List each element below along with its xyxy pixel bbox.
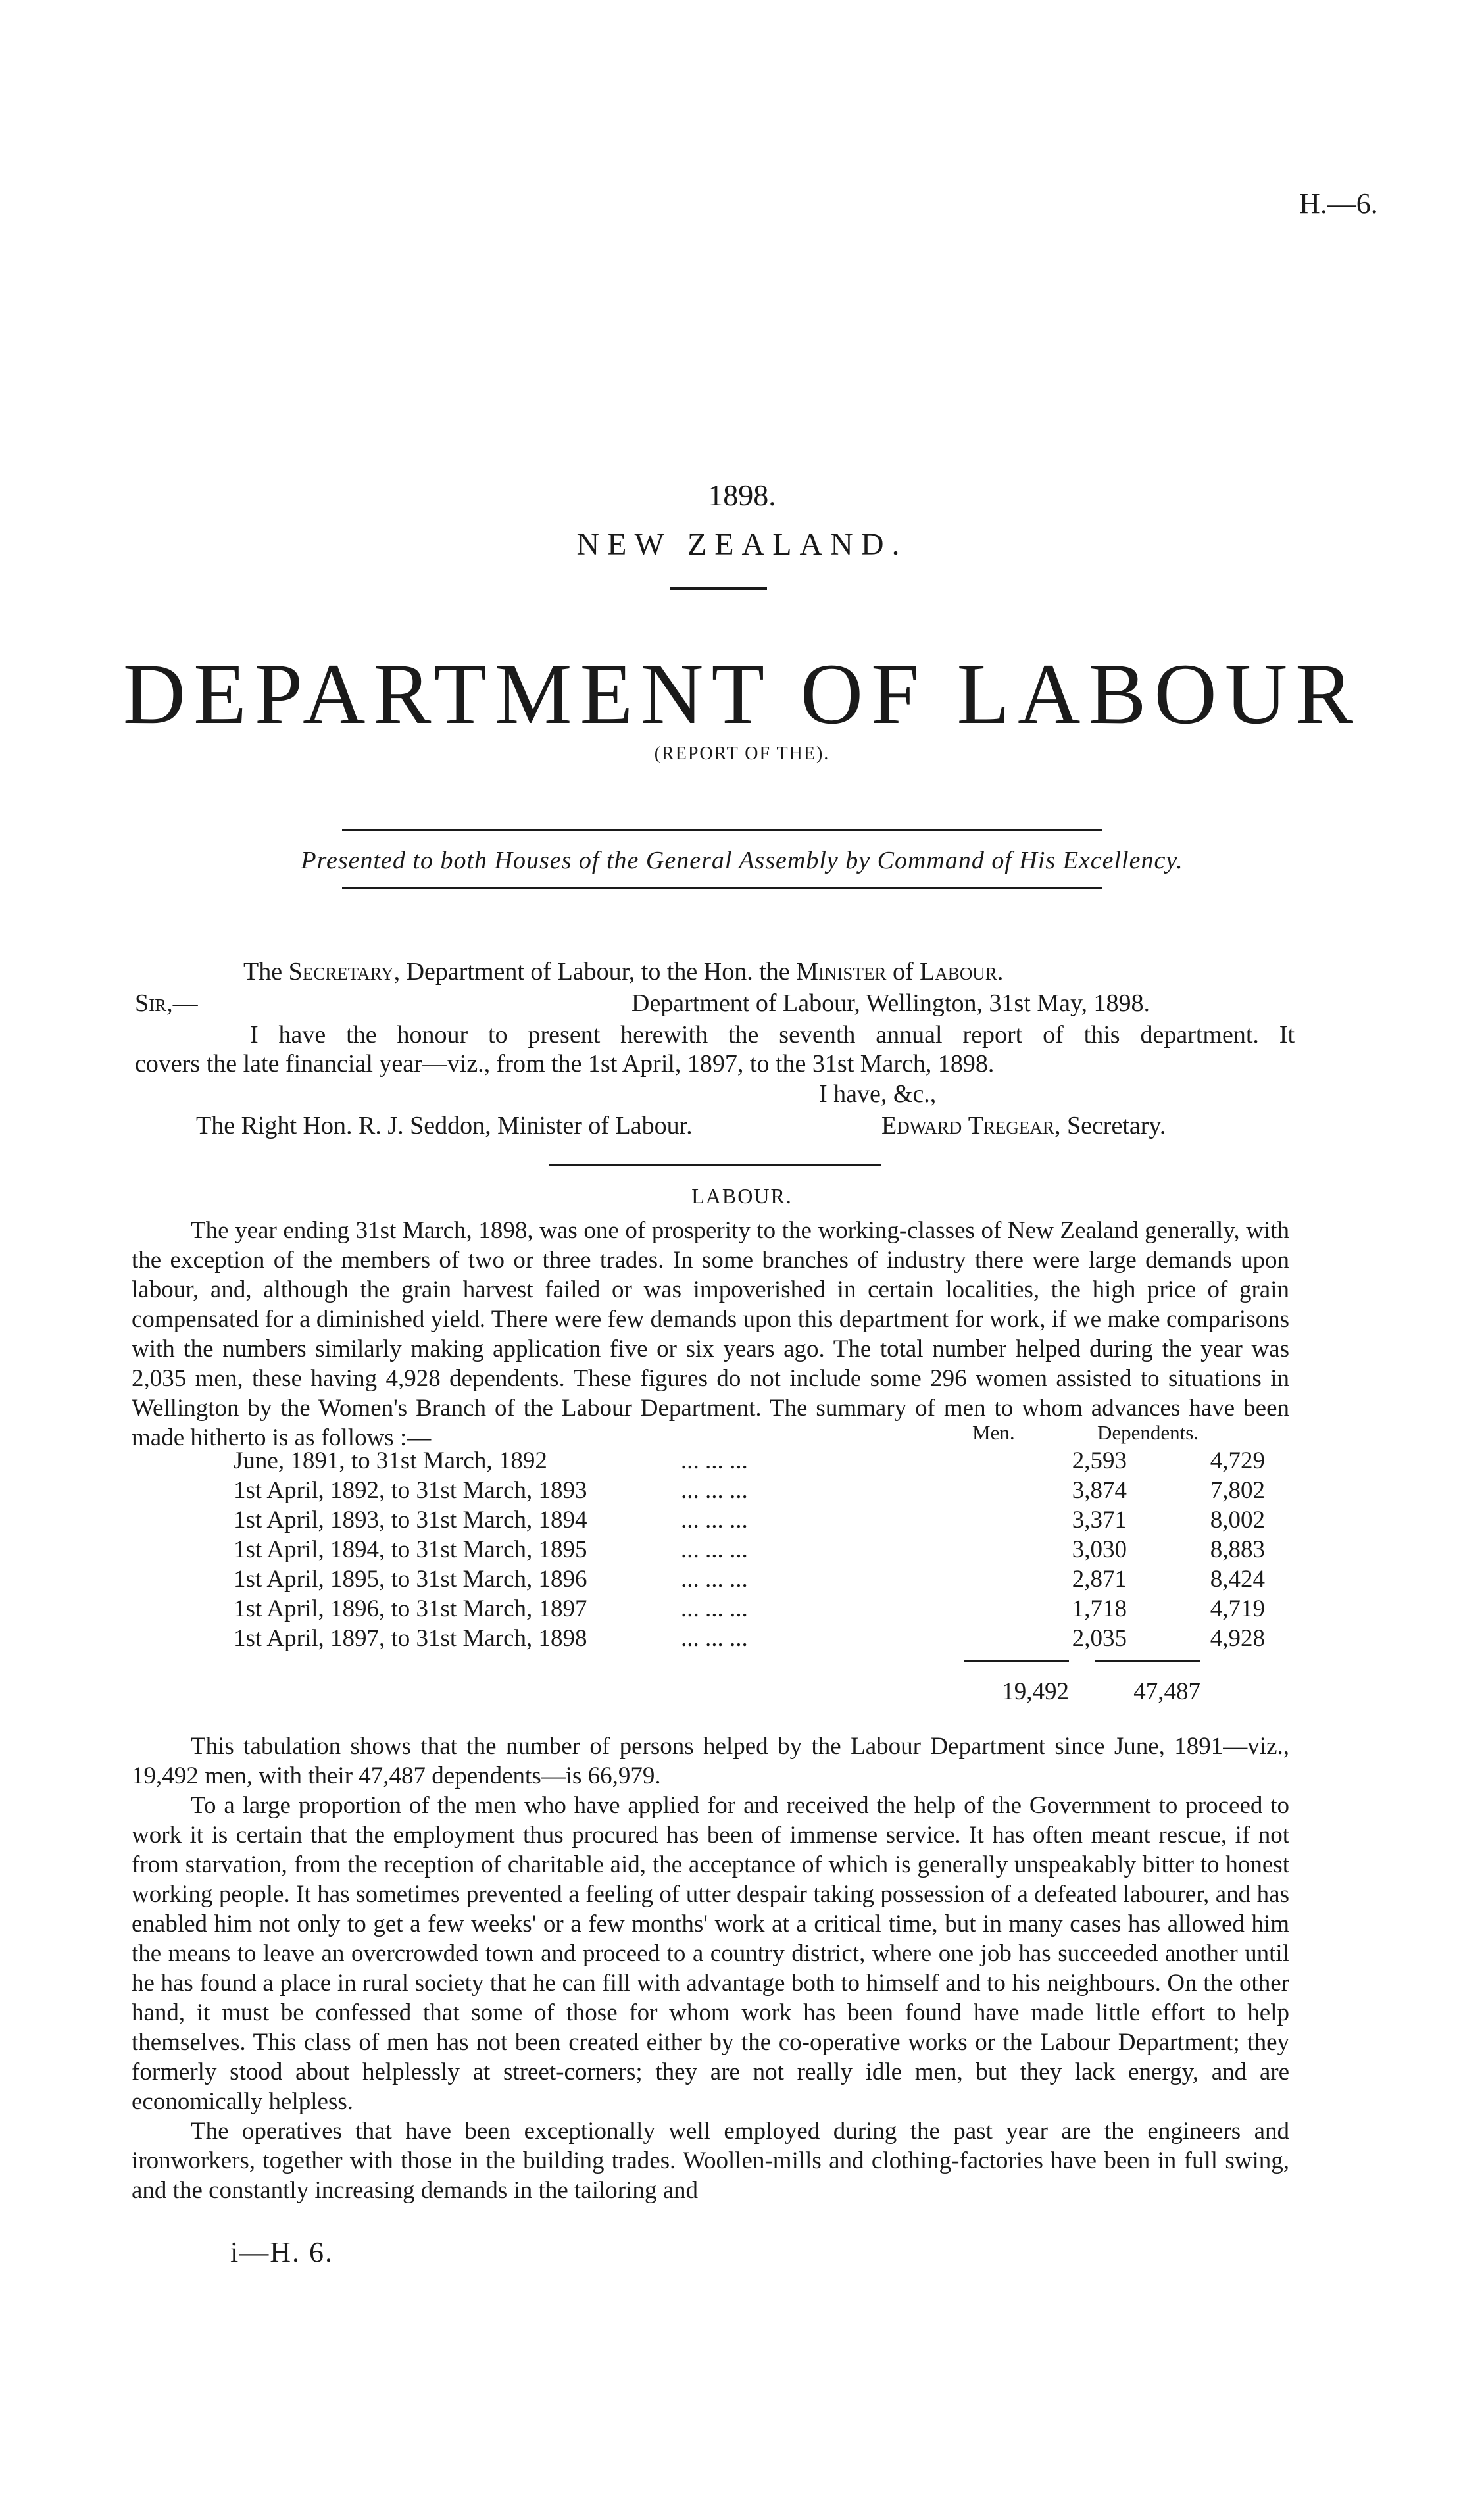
total-rule-dependents	[1095, 1660, 1200, 1662]
address-to-a: Minister	[796, 958, 887, 985]
leader-dots: ... ... ...	[681, 1566, 748, 1593]
period-cell: 1st April, 1897, to 31st March, 1898	[234, 1625, 587, 1652]
men-cell: 2,035	[1072, 1625, 1127, 1652]
dependents-cell: 8,424	[1210, 1566, 1265, 1593]
table-row	[234, 1446, 1265, 1476]
dependents-cell: 7,802	[1210, 1477, 1265, 1504]
paragraph-1	[132, 1216, 1289, 1453]
men-cell: 2,593	[1072, 1447, 1127, 1474]
paragraph-4: The operatives that have been exceptionally well employed during the past year are the engineers and ironworkers, together with those in the building trades. Woollen-mills and clothing-factories have been in full swing, and the constantly increasing demands in the tailoring and	[132, 2118, 1289, 2204]
body-continuation	[132, 1732, 1289, 2205]
presented-rule-bottom	[342, 887, 1102, 889]
letter-divider	[549, 1164, 881, 1166]
men-cell: 3,371	[1072, 1507, 1127, 1534]
summary-table	[234, 1446, 1265, 1653]
period-cell: 1st April, 1896, to 31st March, 1897	[234, 1595, 587, 1622]
paragraph-2: This tabulation shows that the number of persons helped by the Labour Department since June, 1891—viz., 19,492 men, with their 47,487 dependents—is 66,979.	[132, 1733, 1289, 1789]
letter-address-line	[243, 957, 1003, 986]
leader-dots: ... ... ...	[681, 1477, 748, 1504]
dependents-cell: 8,883	[1210, 1536, 1265, 1563]
address-end: .	[997, 958, 1004, 985]
table-row	[234, 1624, 1265, 1653]
title-divider	[670, 587, 767, 590]
address-from: Secretary	[288, 958, 394, 985]
section-heading: LABOUR.	[691, 1184, 793, 1208]
address-the: The	[243, 958, 283, 985]
letter-signatory	[881, 1111, 1166, 1140]
address-of: of	[892, 958, 914, 985]
presented-rule-top	[342, 829, 1102, 831]
leader-dots: ... ... ...	[681, 1625, 748, 1652]
signature-mark: i—H. 6.	[230, 2236, 334, 2268]
leader-dots: ... ... ...	[681, 1447, 748, 1474]
letter-recipient: The Right Hon. R. J. Seddon, Minister of Labour.	[196, 1112, 693, 1139]
signatory-title: , Secretary.	[1054, 1112, 1166, 1139]
period-cell: 1st April, 1893, to 31st March, 1894	[234, 1507, 587, 1534]
address-middle: , Department of Labour, to the Hon. the	[393, 958, 790, 985]
table-row	[234, 1505, 1265, 1535]
report-year: 1898.	[708, 478, 776, 512]
period-cell: June, 1891, to 31st March, 1892	[234, 1447, 547, 1474]
men-cell: 1,718	[1072, 1595, 1127, 1622]
table-row	[234, 1564, 1265, 1594]
paragraph-1-text: The year ending 31st March, 1898, was one of prosperity to the working-classes of New Zealand generally, with the exception of the members of two or three trades. In some branches of industry there were large demands upon labour, and, although the grain harvest failed or was impoverished in certain localities, the high price of grain compensated for a diminished yield. There were few demands upon this department for work, if we make comparisons with the numbers similarly making application five or six years ago. The total number helped during the year was 2,035 men, these having 4,928 dependents. These figures do not include some 296 women assisted to situations in Wellington by the Women's Branch of the Labour Department. The summary of men to whom advances have been made hitherto is as follows :—	[132, 1217, 1289, 1451]
column-men-heading: Men.	[972, 1421, 1015, 1444]
total-dependents: 47,487	[1133, 1678, 1200, 1705]
leader-dots: ... ... ...	[681, 1536, 748, 1563]
signatory-last: Tregear	[968, 1112, 1054, 1139]
table-row	[234, 1594, 1265, 1624]
leader-dots: ... ... ...	[681, 1595, 748, 1622]
total-rule-men	[964, 1660, 1069, 1662]
period-cell: 1st April, 1894, to 31st March, 1895	[234, 1536, 587, 1563]
dependents-cell: 4,729	[1210, 1447, 1265, 1474]
dependents-cell: 4,928	[1210, 1625, 1265, 1652]
dependents-cell: 4,719	[1210, 1595, 1265, 1622]
dependents-cell: 8,002	[1210, 1507, 1265, 1534]
men-cell: 2,871	[1072, 1566, 1127, 1593]
table-row	[234, 1476, 1265, 1505]
country-heading: NEW ZEALAND.	[576, 527, 908, 562]
page-reference: H.—6.	[1299, 187, 1378, 220]
period-cell: 1st April, 1892, to 31st March, 1893	[234, 1477, 587, 1504]
men-cell: 3,874	[1072, 1477, 1127, 1504]
address-to-b: Labour	[920, 958, 997, 985]
letter-place-date: Department of Labour, Wellington, 31st May, 1898.	[631, 989, 1150, 1017]
salutation: Sir,—	[135, 989, 198, 1017]
men-cell: 3,030	[1072, 1536, 1127, 1563]
total-men: 19,492	[1002, 1678, 1069, 1705]
presented-line: Presented to both Houses of the General Assembly by Command of His Excellency.	[301, 847, 1183, 874]
signatory-first: Edward	[881, 1112, 962, 1139]
period-cell: 1st April, 1895, to 31st March, 1896	[234, 1566, 587, 1593]
leader-dots: ... ... ...	[681, 1507, 748, 1534]
column-dependents-heading: Dependents.	[1097, 1421, 1199, 1444]
letter-closing: I have, &c.,	[819, 1080, 937, 1108]
letter-body-line-1: I have the honour to present herewith the seventh annual report of this department. It	[250, 1021, 1295, 1049]
page-subtitle: (REPORT OF THE).	[654, 743, 830, 764]
paragraph-3: To a large proportion of the men who have applied for and received the help of the Government to proceed to work it is certain that the employment thus procured has been of immense service. It has often meant rescue, if not from starvation, from the reception of charitable aid, the acceptance of which is generally unspeakably bitter to honest working people. It has sometimes prevented a feeling of utter despair taking possession of a defeated labourer, and has enabled him not only to get a few weeks' or a few months' work at a critical time, but in many cases has allowed him the means to leave an overcrowded town and proceed to a country district, where one job has succeeded another until he has found a place in rural society that he can fill with advantage both to himself and to his neighbours. On the other hand, it must be confessed that some of those for whom work has been found have made little effort to help themselves. This class of men has not been created either by the co-operative works or the Labour Department; they formerly stood about helplessly at street-corners; they are not really idle men, but they lack energy, and are economically helpless.	[132, 1792, 1289, 2115]
table-row	[234, 1535, 1265, 1564]
letter-body-line-2: covers the late financial year—viz., from the 1st April, 1897, to the 31st March, 1898.	[135, 1050, 995, 1078]
page-title: DEPARTMENT OF LABOUR	[122, 645, 1362, 742]
